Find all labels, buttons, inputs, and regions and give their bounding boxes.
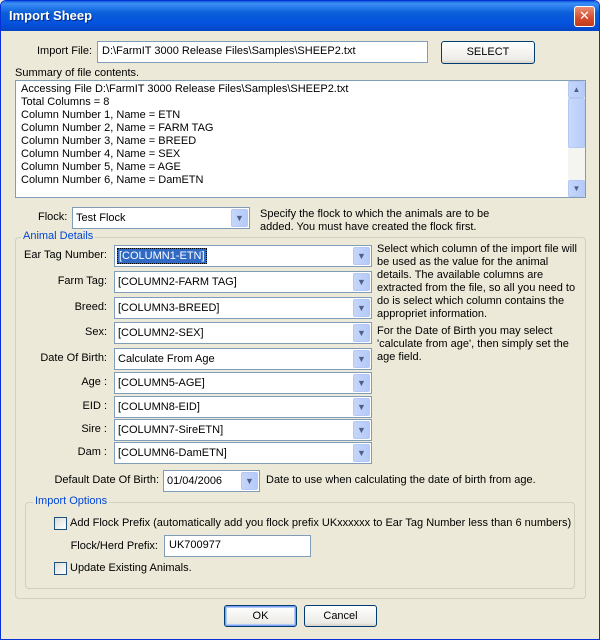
age-value: [COLUMN5-AGE] — [118, 377, 205, 389]
default-dob-picker[interactable] — [163, 470, 260, 492]
sex-select[interactable] — [114, 322, 372, 344]
eid-select[interactable] — [114, 396, 372, 418]
chevron-down-icon[interactable]: ▼ — [353, 374, 370, 392]
window-title: Import Sheep — [9, 8, 93, 23]
scroll-down-icon[interactable]: ▼ — [568, 180, 585, 197]
flock-value: Test Flock — [76, 212, 126, 224]
date-of-birth-select[interactable] — [114, 348, 372, 370]
import-options-label: Import Options — [35, 495, 108, 507]
help-line: Specify the flock to which the animals are to be — [260, 208, 490, 220]
chevron-down-icon[interactable]: ▼ — [353, 398, 370, 416]
ok-button[interactable]: OK — [224, 605, 297, 627]
help-line: extracted from the file, so all you need to — [377, 282, 576, 294]
help-line: appropriet information. — [377, 308, 488, 320]
import-file-path-input[interactable]: D:\FarmIT 3000 Release Files\Samples\SHEEP2.txt — [97, 41, 428, 63]
sex-value: [COLUMN2-SEX] — [118, 327, 204, 339]
dam-value: [COLUMN6-DamETN] — [118, 447, 227, 459]
flock-prefix-input[interactable]: UK700977 — [164, 535, 311, 557]
chevron-down-icon[interactable]: ▼ — [353, 421, 370, 439]
flock-select[interactable] — [72, 207, 250, 229]
date-of-birth-label: Date Of Birth: — [40, 352, 107, 364]
sire-value: [COLUMN7-SireETN] — [118, 424, 224, 436]
summary-line: Column Number 4, Name = SEX — [21, 148, 181, 160]
age-label: Age : — [81, 376, 107, 388]
help-line: age field. — [377, 351, 422, 363]
help-line: added. You must have created the flock first. — [260, 221, 477, 233]
update-existing-checkbox[interactable] — [54, 562, 67, 575]
sire-select[interactable] — [114, 419, 372, 441]
title-bar[interactable] — [1, 1, 599, 31]
ear-tag-number-value: [COLUMN1-ETN] — [119, 250, 205, 262]
help-line: details. The available columns are — [377, 269, 544, 281]
cancel-button[interactable]: Cancel — [304, 605, 377, 627]
breed-select[interactable] — [114, 297, 372, 319]
ear-tag-number-select[interactable] — [114, 245, 372, 267]
chevron-down-icon[interactable]: ▼ — [353, 350, 370, 368]
chevron-down-icon[interactable]: ▼ — [353, 273, 370, 291]
eid-value: [COLUMN8-EID] — [118, 401, 200, 413]
chevron-down-icon[interactable]: ▼ — [353, 324, 370, 342]
scroll-up-icon[interactable]: ▲ — [568, 81, 585, 98]
summary-scrollbar[interactable] — [568, 81, 585, 197]
summary-lines — [21, 83, 348, 187]
default-dob-label: Default Date Of Birth: — [54, 474, 159, 486]
farm-tag-value: [COLUMN2-FARM TAG] — [118, 276, 237, 288]
flock-prefix-label: Flock/Herd Prefix: — [70, 540, 158, 552]
farm-tag-label: Farm Tag: — [57, 275, 107, 287]
sex-label: Sex: — [84, 326, 107, 338]
default-dob-help: Date to use when calculating the date of birth from age. — [266, 474, 536, 486]
select-file-button[interactable]: SELECT — [441, 41, 535, 64]
column-help-text — [377, 243, 577, 321]
summary-textarea[interactable] — [15, 80, 586, 198]
dam-label: Dam : — [77, 446, 107, 458]
chevron-down-icon[interactable]: ▼ — [353, 299, 370, 317]
breed-label: Breed: — [74, 301, 107, 313]
add-flock-prefix-checkbox[interactable] — [54, 517, 67, 530]
help-line: Select which column of the import file will — [377, 243, 577, 255]
eid-label: EID : — [82, 400, 107, 412]
date-of-birth-value: Calculate From Age — [118, 353, 215, 365]
summary-line: Accessing File D:\FarmIT 3000 Release Files\Samples\SHEEP2.txt — [21, 83, 349, 95]
default-dob-value: 01/04/2006 — [167, 475, 223, 487]
summary-line: Column Number 5, Name = AGE — [21, 161, 181, 173]
animal-details-label: Animal Details — [23, 230, 94, 242]
help-line: 'calculate from age', then simply set the — [377, 338, 569, 350]
import-file-label: Import File: — [37, 45, 93, 57]
help-line: do is select which column contains the — [377, 295, 565, 307]
sire-label: Sire : — [81, 423, 107, 435]
summary-line: Column Number 6, Name = DamETN — [21, 174, 204, 186]
add-flock-prefix-label[interactable]: Add Flock Prefix (automatically add you flock prefix UKxxxxxx to Ear Tag Number less than 6 numbers) — [70, 517, 572, 529]
dam-select[interactable] — [114, 442, 372, 464]
help-line: For the Date of Birth you may select — [377, 325, 553, 337]
scroll-thumb[interactable] — [568, 98, 585, 148]
chevron-down-icon[interactable]: ▼ — [353, 444, 370, 462]
update-existing-label[interactable]: Update Existing Animals. — [70, 562, 192, 574]
breed-value: [COLUMN3-BREED] — [118, 302, 220, 314]
chevron-down-icon[interactable]: ▼ — [231, 209, 248, 227]
chevron-down-icon[interactable]: ▼ — [353, 247, 370, 265]
age-select[interactable] — [114, 372, 372, 394]
help-line: be used as the value for the animal — [377, 256, 549, 268]
summary-line: Column Number 3, Name = BREED — [21, 135, 197, 147]
summary-line: Column Number 2, Name = FARM TAG — [21, 122, 214, 134]
ear-tag-number-label: Ear Tag Number: — [24, 249, 107, 261]
chevron-down-icon[interactable]: ▼ — [241, 472, 258, 490]
dob-help-text — [377, 325, 569, 364]
summary-line: Total Columns = 8 — [21, 96, 110, 108]
close-button[interactable]: ✕ — [574, 6, 595, 27]
summary-line: Column Number 1, Name = ETN — [21, 109, 181, 121]
flock-help-text — [260, 208, 489, 234]
farm-tag-select[interactable] — [114, 271, 372, 293]
flock-label: Flock: — [38, 211, 68, 223]
summary-label: Summary of file contents. — [15, 67, 140, 79]
